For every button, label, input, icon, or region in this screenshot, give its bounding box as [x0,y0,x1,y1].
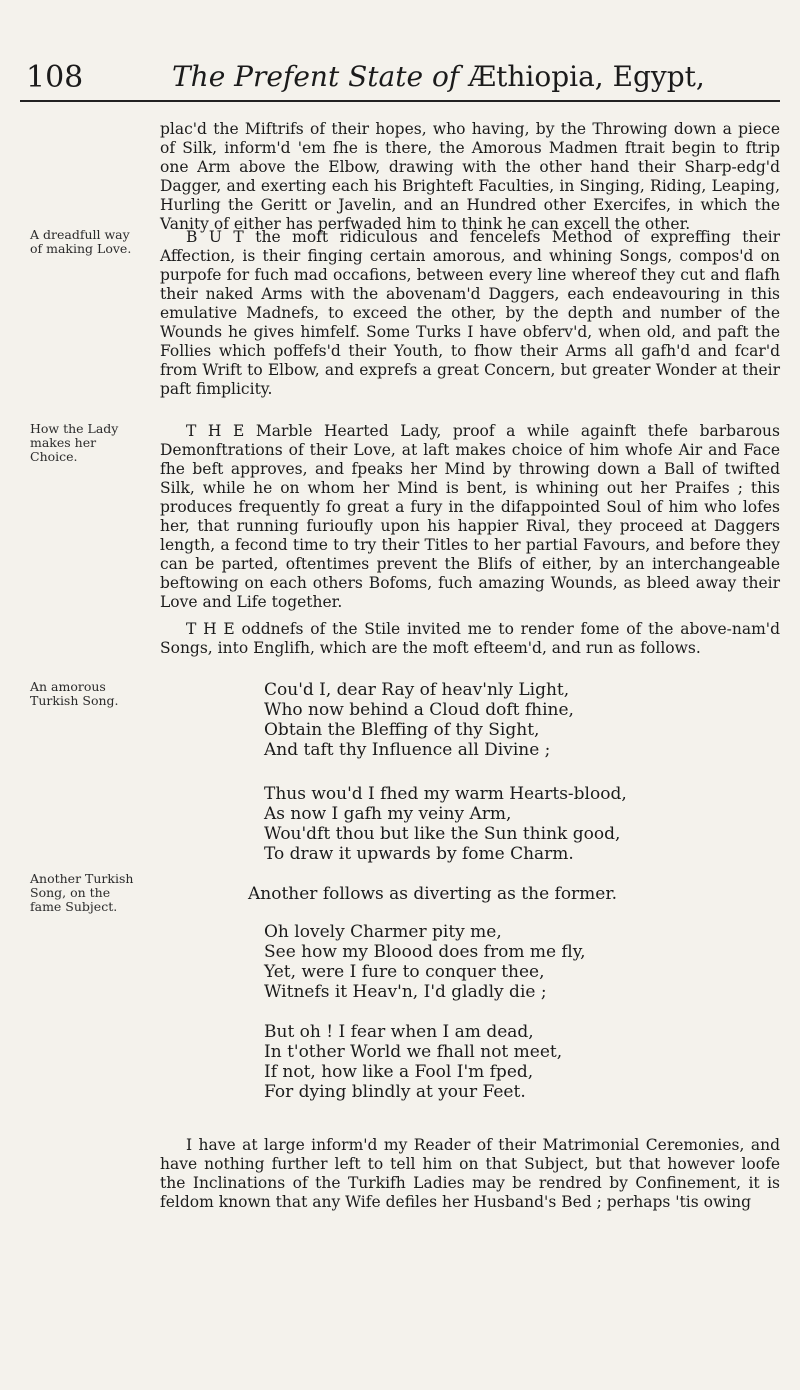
running-head [172,60,705,93]
verse-line: If not, how like a Fool I'm fped, [264,1062,534,1082]
page-header [20,60,780,102]
verse-line: Witnefs it Heav'n, I'd gladly die ; [264,982,547,1002]
song1-stanza1 [264,680,664,760]
verse-line: Thus wou'd I fhed my warm Hearts-blood, [264,784,627,804]
paragraph-5-block [160,1136,780,1212]
verse-line: Cou'd I, dear Ray of heav'nly Light, [264,680,570,700]
paragraph-4: T H E oddnefs of the Stile invited me to render fome of the above-nam'd Songs, into Englifh, which are the moft efteem'd, and run as follows. [160,620,780,657]
paragraph-1: plac'd the Miftrifs of their hopes, who having, by the Throwing down a piece of Silk, inform'd 'em fhe is there, the Amorous Madmen ftrait begin to ftrip one Arm above the Elbow, drawing with the other hand their Sharp-edg'd Dagger, and exerting each his Brighteft Faculties, in Singing, Riding, Leaping, Hurling the Geritt or Javelin, and an Hundred other Exercifes, in which the Vanity of either has perfwaded him to think he can excell the other. [160,120,780,233]
margin-note-lady-choice: How the Lady makes her Choice. [30,421,119,464]
verse-line: Wou'dft thou but like the Sun think good, [264,824,621,844]
verse-line: To draw it upwards by fome Charm. [264,844,574,864]
verse-line: As now I gafh my veiny Arm, [264,804,512,824]
paragraph-2: B U T the moft ridiculous and fencelefs Method of expreffing their Affection, is their finging certain amorous, and whining Songs, compos'd on purpofe for fuch mad occafions, between every line whereof they cut and flafh their naked Arms with the abovenam'd Daggers, each endeavouring in this emulative Madnefs, to exceed the other, by the depth and number of the Wounds he gives himfelf. Some Turks I have obferv'd, when old, and paft the Follies which poffefs'd their Youth, to fhow their Arms all gafh'd and fcar'd from Wrift to Elbow, and exprefs a great Concern, but greater Wonder at their paft fimplicity. [160,228,780,398]
page-number: 108 [26,60,84,95]
running-head-prefix: The Prefent State of [172,60,460,93]
interlude-line: Another follows as diverting as the former. [248,884,618,904]
song1-stanza2 [264,784,664,864]
running-head-suffix: Æthiopia, Egypt, [459,60,705,93]
song2-stanza1 [264,922,664,1002]
verse-line: Yet, were I fure to conquer thee, [264,962,545,982]
margin-note-another-song: Another Turkish Song, on the fame Subject. [30,871,134,914]
paragraph-1-block [160,120,780,234]
verse-line: In t'other World we fhall not meet, [264,1042,563,1062]
song2-stanza2 [264,1022,664,1102]
verse-line: See how my Bloood does from me fly, [264,942,586,962]
verse-line: Who now behind a Cloud doft fhine, [264,700,574,720]
verse-line: Oh lovely Charmer pity me, [264,922,502,942]
paragraph-3: T H E Marble Hearted Lady, proof a while againft thefe barbarous Demonftrations of their Love, at laft makes choice of him whofe Air and Face fhe beft approves, and fpeaks her Mind by throwing down a Ball of twifted Silk, while he on whom her Mind is bent, is whining out her Praifes ; this produces frequently fo great a fury in the difappointed Soul of him who lofes her, that running furioufly upon his happier Rival, they proceed at Daggers length, a fecond time to try their Titles to her partial Favours, and before they can be parted, oftentimes prevent the Blifs of either, by an interchangeable beftowing on each others Bofoms, fuch amazing Wounds, as bleed away their Love and Life together. [160,422,780,611]
margin-note-dreadful: A dreadfull way of making Love. [30,227,132,256]
paragraph-5: I have at large inform'd my Reader of their Matrimonial Ceremonies, and have nothing further left to tell him on that Subject, but that however loofe the Inclinations of the Turkifh Ladies may be rendred by Confinement, it is feldom known that any Wife defiles her Husband's Bed ; perhaps 'tis owing [160,1136,780,1211]
verse-line: Obtain the Bleffing of thy Sight, [264,720,540,740]
verse-line: But oh ! I fear when I am dead, [264,1022,534,1042]
paragraph-4-block [160,620,780,658]
margin-note-amorous-song: An amorous Turkish Song. [30,679,119,708]
paragraph-2-block [160,228,780,399]
verse-line: For dying blindly at your Feet. [264,1082,526,1102]
paragraph-3-block [160,422,780,612]
verse-line: And taft thy Influence all Divine ; [264,740,551,760]
